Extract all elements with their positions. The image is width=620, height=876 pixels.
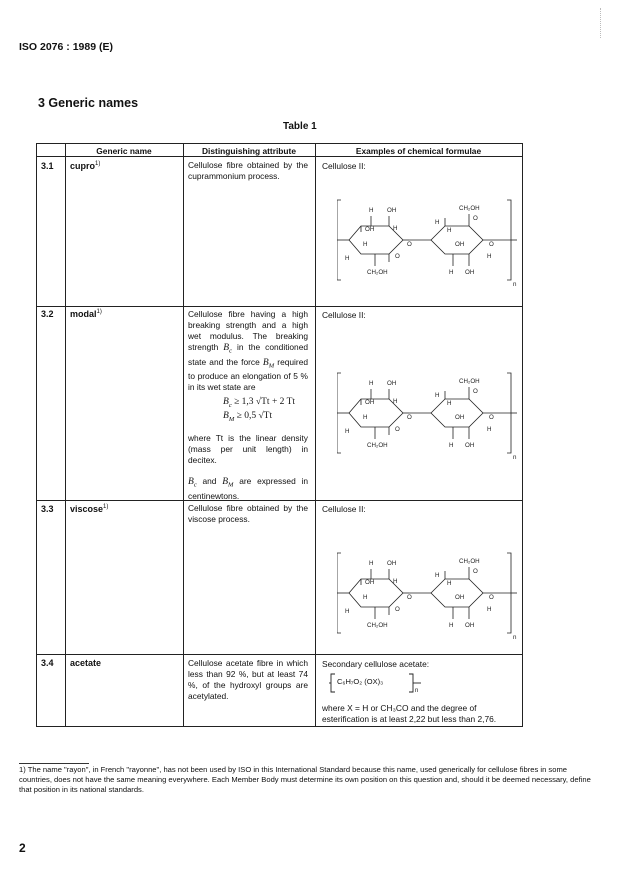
column-header: Generic name: [96, 146, 152, 156]
footnote: 1) The name "rayon", in French "rayonne", has not been used by ISO in this International Standard because this name, used generically for cellulose fibres in some countries, does not have the same meaning everywhere. Each Member Body must determine its own position on this question and, should it be deemed necessary, define that position in its national standards.: [19, 765, 591, 794]
example-label: Cellulose II:: [322, 504, 366, 514]
cellulose-structure: [337, 369, 517, 461]
distinguishing-attribute: Cellulose fibre obtained by the cuprammonium process.: [188, 160, 308, 181]
row-number: 3.3: [41, 504, 54, 514]
column-header: Distinguishing attribute: [202, 146, 296, 156]
formula-subscript-n: n: [415, 688, 419, 694]
page-number: 2: [19, 841, 26, 855]
column-divider: [315, 144, 316, 726]
scan-margin-mark: [600, 8, 601, 38]
row-divider: [37, 306, 522, 307]
generic-name: acetate: [70, 658, 102, 668]
table-caption: Table 1: [283, 121, 317, 132]
header-divider: [37, 156, 522, 157]
column-divider: [183, 144, 184, 726]
generic-names-table: [36, 143, 523, 727]
example-label: Secondary cellulose acetate:: [322, 659, 430, 669]
formula-text: C₆H₇O₂ (OX)₃: [337, 677, 384, 686]
distinguishing-attribute: Cellulose fibre having a high breaking strength and a high wet modulus. The breaking strength $B_c$ in the conditioned state and the force $B_M$ required to produce an elongation of 5 % in its wet state are: [188, 309, 309, 393]
document-header: ISO 2076 : 1989 (E): [19, 41, 113, 53]
example-label: Cellulose II:: [322, 310, 366, 320]
column-divider: [65, 144, 66, 726]
distinguishing-attribute: Cellulose fibre obtained by the viscose process.: [188, 503, 308, 524]
equation-force: $B_M \ge 0,5$ √Tt: [223, 411, 273, 423]
row-number: 3.1: [41, 161, 54, 171]
footnote-rule: [19, 763, 89, 764]
equation-breaking-strength: $B_c \ge 1,3$ √Tt + 2 Tt: [223, 397, 296, 409]
section-title: 3 Generic names: [38, 96, 139, 110]
units-note: $B_c$ and $B_M$ are expressed in centinewtons.: [188, 476, 309, 501]
generic-name: modal$^{1)}$: [70, 309, 102, 319]
distinguishing-attribute: Cellulose acetate fibre in which less than 92 %, but at least 74 %, of the hydroxyl groups are acetylated.: [188, 658, 308, 701]
row-number: 3.2: [41, 309, 54, 319]
cellulose-structure: [337, 196, 517, 288]
row-divider: [37, 654, 522, 655]
example-label: Cellulose II:: [322, 161, 366, 171]
esterification-note: where X = H or CH₃CO and the degree of esterification is at least 2,22 but less than 2,76.: [322, 703, 497, 724]
linear-density-note: where Tt is the linear density (mass per unit length) in decitex.: [188, 433, 308, 465]
row-number: 3.4: [41, 658, 54, 668]
column-header: Examples of chemical formulae: [355, 146, 482, 156]
generic-name: viscose$^{1)}$: [70, 504, 109, 514]
cellulose-structure: [337, 549, 517, 641]
generic-name: cupro$^{1)}$: [70, 161, 101, 171]
